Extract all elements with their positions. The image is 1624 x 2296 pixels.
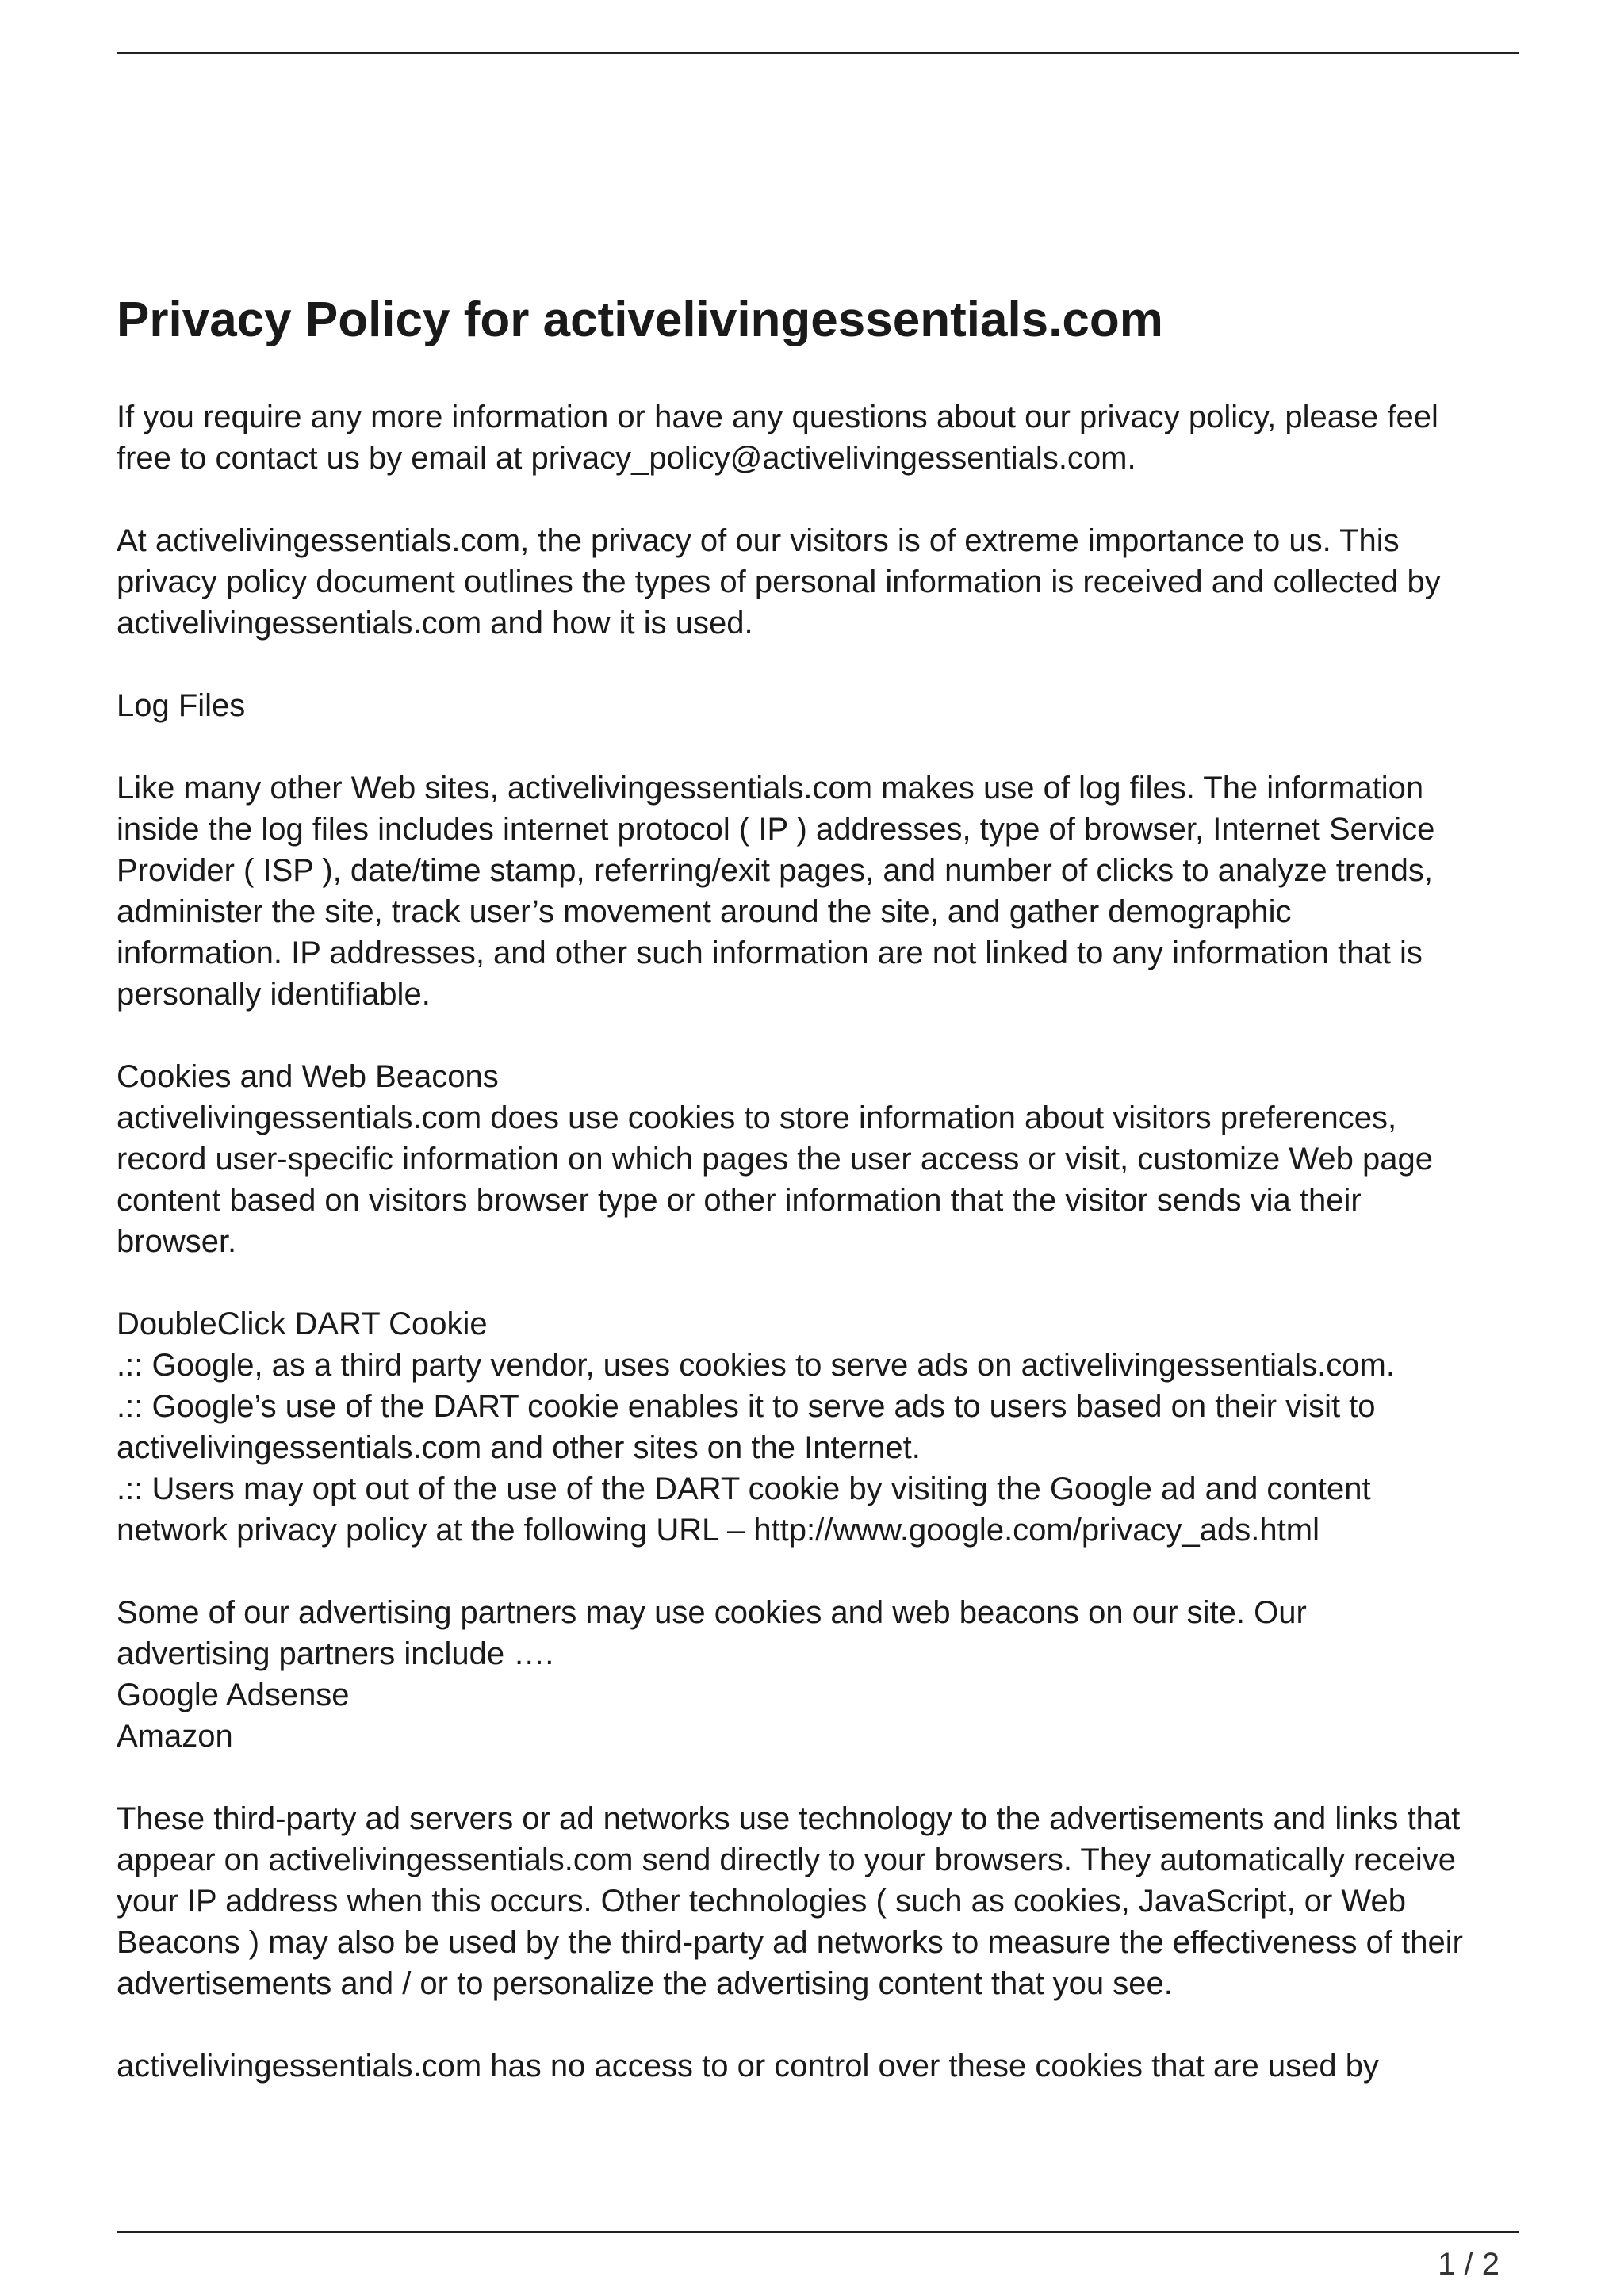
text-line: Cookies and Web Beacons [117,1059,499,1094]
text-line: Google Adsense [117,1678,350,1712]
text-line: free to contact us by email at privacy_policy@activelivingessentials.com. [117,441,1136,476]
text-line: privacy policy document outlines the types of personal information is received and collected by [117,564,1441,599]
text-line: activelivingessentials.com has no access to or control over these cookies that are used by [117,2049,1379,2084]
text-line: .:: Users may opt out of the use of the DART cookie by visiting the Google ad and content [117,1471,1371,1506]
text-line: advertising partners include …. [117,1636,554,1671]
paragraph-third-party-ad-servers [117,1798,1524,2004]
text-line: personally identifiable. [117,977,431,1012]
text-line: appear on activelivingessentials.com send directly to your browsers. They automatically receive [117,1843,1456,1877]
paragraph-no-access [117,2045,1524,2087]
text-line: activelivingessentials.com does use cookies to store information about visitors preferences, [117,1100,1397,1135]
text-line: Like many other Web sites, activelivingessentials.com makes use of log files. The information [117,771,1424,806]
text-line: your IP address when this occurs. Other technologies ( such as cookies, JavaScript, or Web [117,1884,1406,1919]
text-line: information. IP addresses, and other such information are not linked to any information that is [117,936,1423,970]
text-line: activelivingessentials.com and other sites on the Internet. [117,1430,921,1465]
paragraph-contact [117,396,1524,479]
text-line: These third-party ad servers or ad networks use technology to the advertisements and links that [117,1801,1461,1836]
paragraph-log-files [117,767,1524,1015]
text-line: If you require any more information or have any questions about our privacy policy, please feel [117,400,1438,434]
text-line: content based on visitors browser type or other information that the visitor sends via their [117,1183,1362,1218]
text-line: Beacons ) may also be used by the third-party ad networks to measure the effectiveness of their [117,1925,1463,1960]
header-rule [117,52,1519,54]
text-line: DoubleClick DART Cookie [117,1307,488,1341]
section-heading-log-files [117,685,1524,726]
text-line: Log Files [117,688,246,723]
text-line: Provider ( ISP ), date/time stamp, referring/exit pages, and number of clicks to analyze trends, [117,853,1434,888]
paragraph-privacy-intro [117,520,1524,644]
text-line: administer the site, track user’s movement around the site, and gather demographic [117,894,1292,929]
text-line: .:: Google, as a third party vendor, uses cookies to serve ads on activelivingessentials.com. [117,1348,1395,1383]
text-line: activelivingessentials.com and how it is used. [117,606,753,641]
text-line: .:: Google’s use of the DART cookie enables it to serve ads to users based on their visit to [117,1389,1376,1424]
document-body [117,287,1524,2128]
text-line: inside the log files includes internet protocol ( IP ) addresses, type of browser, Internet Service [117,812,1435,847]
text-line: At activelivingessentials.com, the privacy of our visitors is of extreme importance to us. This [117,523,1400,558]
text-line: Some of our advertising partners may use cookies and web beacons on our site. Our [117,1595,1307,1630]
section-cookies-web-beacons [117,1056,1524,1262]
section-doubleclick-dart-cookie [117,1303,1524,1551]
text-line: browser. [117,1224,237,1259]
page-title: Privacy Policy for activelivingessentials.com [117,293,1163,347]
footer-rule [117,2231,1519,2233]
page-number: 1 / 2 [1438,2247,1500,2282]
text-line: record user-specific information on which pages the user access or visit, customize Web page [117,1142,1434,1177]
text-line: network privacy policy at the following URL – http://www.google.com/privacy_ads.html [117,1513,1320,1548]
paragraph-advertising-partners [117,1592,1524,1757]
text-line: advertisements and / or to personalize the advertising content that you see. [117,1966,1173,2001]
text-line: Amazon [117,1719,233,1754]
